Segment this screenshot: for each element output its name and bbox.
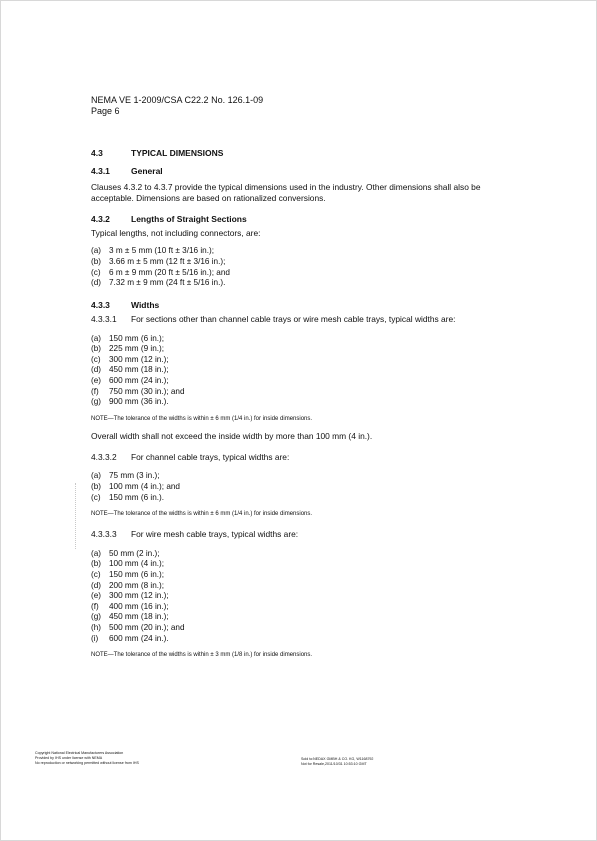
list-item: (c) 150 mm (6 in.); <box>91 570 165 580</box>
margin-marker <box>75 483 77 549</box>
section-4-3-1-heading <box>91 166 511 176</box>
section-4-3-3-1-paragraph: 4.3.3.1 For sections other than channel cable trays or wire mesh cable trays, typical widths are: <box>91 313 456 324</box>
standard-title: NEMA VE 1-2009/CSA C22.2 No. 126.1-09 <box>91 95 264 105</box>
list-item: (a) 150 mm (6 in.); <box>91 333 165 343</box>
section-4-3-heading <box>91 148 511 158</box>
wire-mesh-widths-list <box>91 549 511 644</box>
footer-line: No reproduction or networking permitted without license from IHS <box>35 760 139 765</box>
list-item: (a) 3 m ± 5 mm (10 ft ± 3/16 in.); <box>91 246 214 256</box>
general-paragraph: Clauses 4.3.2 to 4.3.7 provide the typical dimensions used in the industry. Other dimensions shall also be acceptable. Dimensions are based on rationalized conversions. <box>91 182 481 203</box>
section-title: General <box>131 166 163 176</box>
list-item: (b) 3.66 m ± 5 mm (12 ft ± 3/16 in.); <box>91 256 226 266</box>
channel-widths-list <box>91 471 511 503</box>
lengths-intro: Typical lengths, not including connectors, are: <box>91 227 261 238</box>
section-number: 4.3.3.2 <box>91 451 117 462</box>
list-item: (b) 100 mm (4 in.); <box>91 559 165 569</box>
list-item: (i) 600 mm (24 in.). <box>91 633 169 643</box>
list-item: (e) 300 mm (12 in.); <box>91 591 169 601</box>
copyright-footer <box>35 751 139 765</box>
overall-width-paragraph: Overall width shall not exceed the inside width by more than 100 mm (4 in.). <box>91 430 373 441</box>
page-number: Page 6 <box>91 106 120 116</box>
list-item: (a) 75 mm (3 in.); <box>91 471 160 481</box>
wire-mesh-widths-note: NOTE—The tolerance of the widths is within ± 3 mm (1/8 in.) for inside dimensions. <box>91 652 313 659</box>
lengths-list <box>91 246 511 288</box>
license-footer <box>301 757 373 767</box>
widths-note: NOTE—The tolerance of the widths is within ± 6 mm (1/4 in.) for inside dimensions. <box>91 415 313 422</box>
section-title: Lengths of Straight Sections <box>131 213 247 224</box>
list-item: (c) 150 mm (6 in.). <box>91 492 165 502</box>
channel-widths-note: NOTE—The tolerance of the widths is within ± 6 mm (1/4 in.) for inside dimensions. <box>91 511 313 518</box>
list-item: (g) 900 mm (36 in.). <box>91 397 169 407</box>
footer-line: Provided by IHS under license with NEMA <box>35 755 103 760</box>
section-number: 4.3 <box>91 148 103 158</box>
section-number: 4.3.3.3 <box>91 529 117 540</box>
list-item: (d) 200 mm (8 in.); <box>91 580 165 590</box>
section-4-3-2-heading <box>91 214 511 224</box>
document-header <box>91 95 511 117</box>
section-number: 4.3.2 <box>91 213 110 224</box>
section-number: 4.3.3.1 <box>91 313 117 324</box>
list-item: (h) 500 mm (20 in.); and <box>91 623 185 633</box>
list-item: (d) 7.32 m ± 9 mm (24 ft ± 5/16 in.). <box>91 278 226 288</box>
list-item: (c) 300 mm (12 in.); <box>91 354 169 364</box>
widths-list <box>91 334 511 408</box>
section-number: 4.3.1 <box>91 166 110 176</box>
list-item: (b) 100 mm (4 in.); and <box>91 481 180 491</box>
list-item: (g) 450 mm (18 in.); <box>91 612 169 622</box>
list-item: (d) 450 mm (18 in.); <box>91 365 169 375</box>
list-item: (b) 225 mm (9 in.); <box>91 344 165 354</box>
footer-line: Not for Resale,2011/10/31 10:53:10 GMT <box>301 761 367 766</box>
list-item: (c) 6 m ± 9 mm (20 ft ± 5/16 in.); and <box>91 267 230 277</box>
list-item: (f) 750 mm (30 in.); and <box>91 386 185 396</box>
footer-line: Copyright National Electrical Manufacturers Association <box>35 751 124 755</box>
page-content <box>91 95 511 658</box>
footer-line: Sold to:NEDAX GMBH & CO. KG, W1168792 <box>301 757 374 761</box>
section-4-3-3-heading <box>91 300 511 310</box>
list-item: (f) 400 mm (16 in.); <box>91 601 169 611</box>
section-title: Widths <box>131 299 160 310</box>
section-number: 4.3.3 <box>91 299 110 310</box>
section-4-3-3-3-paragraph: 4.3.3.3 For wire mesh cable trays, typical widths are: <box>91 529 299 540</box>
section-4-3-3-2-paragraph: 4.3.3.2 For channel cable trays, typical widths are: <box>91 451 290 462</box>
list-item: (a) 50 mm (2 in.); <box>91 548 160 558</box>
section-title: TYPICAL DIMENSIONS <box>131 148 224 158</box>
list-item: (e) 600 mm (24 in.); <box>91 375 169 385</box>
